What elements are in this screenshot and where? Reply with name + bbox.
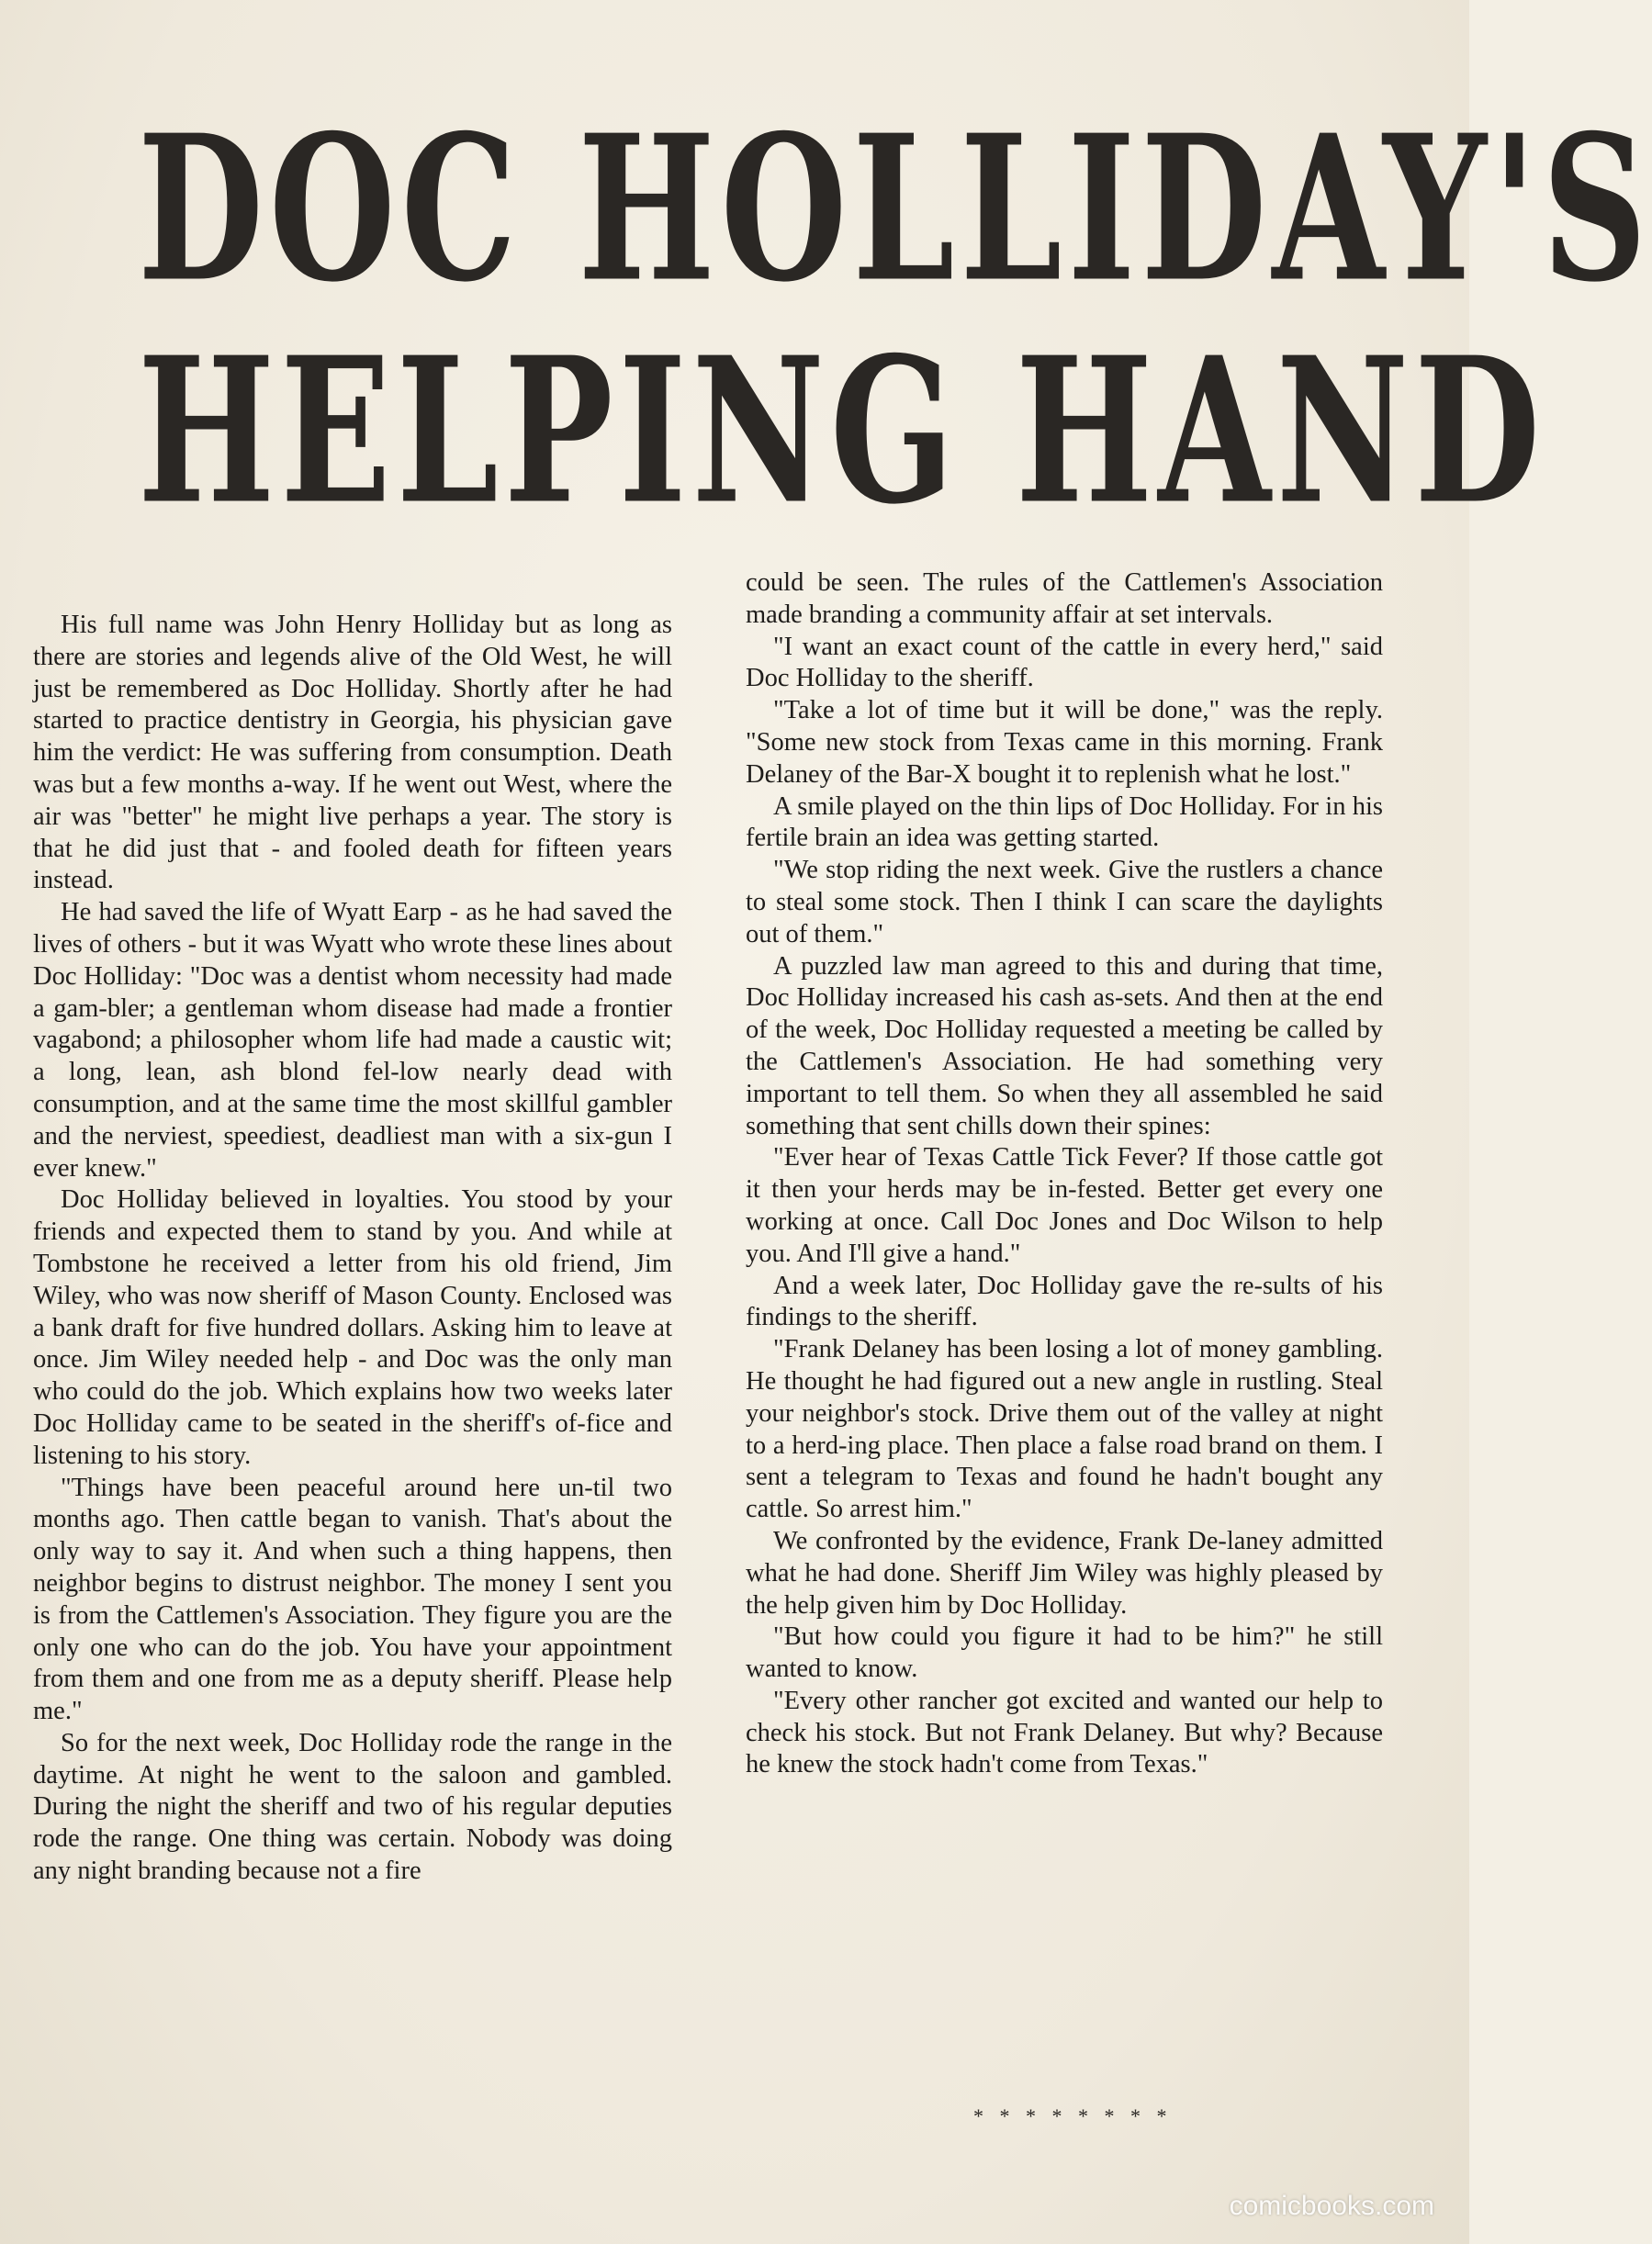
paragraph: "Ever hear of Texas Cattle Tick Fever? If those cattle got it then your herds may be in-fested. Better get every one working at once. Call Doc Jones and Doc Wilson to help you. And I'll give a hand.": [746, 1143, 1383, 1268]
right-column: [746, 567, 1383, 1781]
end-ornament: * * * * * * * *: [973, 2104, 1173, 2127]
paragraph: A puzzled law man agreed to this and during that time, Doc Holliday increased his cash as-sets. And then at the end of the week, Doc Holliday requested a meeting be called by the Cattlemen's Association. He had something very important to tell them. So when they all assembled he said something that sent chills down their spines:: [746, 951, 1383, 1140]
paragraph: "I want an exact count of the cattle in every herd," said Doc Holliday to the sheriff.: [746, 632, 1383, 693]
left-column: [33, 610, 672, 1888]
site-watermark: comicbooks.com: [1229, 2191, 1434, 2221]
article-title-line-1: DOC HOLLIDAY'S: [138, 92, 1652, 327]
paragraph: "Take a lot of time but it will be done," was the reply. "Some new stock from Texas came in this morning. Frank Delaney of the Bar-X bought it to replenish what he lost.": [746, 696, 1383, 789]
paragraph: Doc Holliday believed in loyalties. You stood by your friends and expected them to stand by you. And while at Tombstone he received a letter from his old friend, Jim Wiley, who was now sheriff of Mason County. Enclosed was a bank draft for five hundred dollars. Asking him to leave at once. Jim Wiley needed help - and Doc was the only man who could do the job. Which explains how two weeks later Doc Holliday came to be seated in the sheriff's of-fice and listening to his story.: [33, 1185, 672, 1470]
paragraph: A smile played on the thin lips of Doc Holliday. For in his fertile brain an idea was getting started.: [746, 791, 1383, 853]
paragraph: "We stop riding the next week. Give the rustlers a chance to steal some stock. Then I think I can scare the daylights out of them.": [746, 856, 1383, 948]
paragraph: "Things have been peaceful around here un-til two months ago. Then cattle began to vanish. That's about the only way to say it. And when such a thing happens, then neighbor begins to distrust neighbor. The money I sent you is from the Cattlemen's Association. They figure you are the only one who can do the job. You have your appointment from them and one from me as a deputy sheriff. Please help me.": [33, 1473, 672, 1726]
paragraph: "Frank Delaney has been losing a lot of money gambling. He thought he had figured out a new angle in rustling. Steal your neighbor's stock. Drive them out of the valley at night to a herd-ing place. Then place a false road brand on them. I sent a telegram to Texas and found he hadn't bought any cattle. So arrest him.": [746, 1335, 1383, 1524]
paragraph: His full name was John Henry Holliday but as long as there are stories and legends alive of the Old West, he will just be remembered as Doc Holliday. Shortly after he had started to practice dentistry in Georgia, his physician gave him the verdict: He was suffering from consumption. Death was but a few months a-way. If he went out West, where the air was "better" he might live perhaps a year. The story is that he did just that - and fooled death for fifteen years instead.: [33, 611, 672, 895]
paragraph: "But how could you figure it had to be him?" he still wanted to know.: [746, 1622, 1383, 1684]
paragraph-continued: could be seen. The rules of the Cattlemen's Association made branding a community affair at set intervals.: [746, 568, 1383, 629]
article-title-line-2: HELPING HAND: [138, 314, 1546, 549]
paragraph: And a week later, Doc Holliday gave the re-sults of his findings to the sheriff.: [746, 1271, 1383, 1332]
paragraph: So for the next week, Doc Holliday rode the range in the daytime. At night he went to the saloon and gambled. During the night the sheriff and two of his regular deputies rode the range. One thing was certain. Nobody was doing any night branding because not a fire: [33, 1728, 672, 1886]
paragraph: "Every other rancher got excited and wanted our help to check his stock. But not Frank Delaney. But why? Because he knew the stock hadn't come from Texas.": [746, 1686, 1383, 1779]
paragraph: We confronted by the evidence, Frank De-laney admitted what he had done. Sheriff Jim Wiley was highly pleased by the help given him by Doc Holliday.: [746, 1526, 1383, 1620]
paragraph: He had saved the life of Wyatt Earp - as he had saved the lives of others - but it was Wyatt who wrote these lines about Doc Holliday: "Doc was a dentist whom necessity had made a gam-bler; a gentleman whom disease had made a frontier vagabond; a philosopher whom life had made a caustic wit; a long, lean, ash blond fel-low nearly dead with consumption, and at the same time the most skillful gambler and the nerviest, speediest, deadliest man with a six-gun I ever knew.": [33, 898, 672, 1183]
